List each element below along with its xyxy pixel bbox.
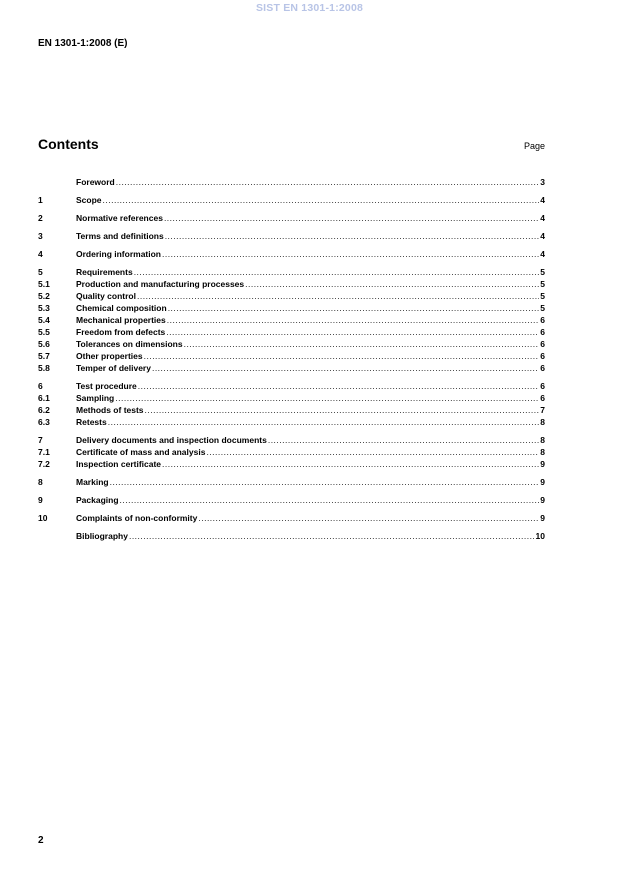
toc-entry-page: 4 xyxy=(540,249,545,259)
table-of-contents xyxy=(38,176,545,542)
toc-entry[interactable] xyxy=(38,434,545,446)
toc-entry[interactable] xyxy=(38,248,545,260)
toc-entry-title: Packaging xyxy=(76,495,119,505)
toc-entry-page: 4 xyxy=(540,195,545,205)
toc-leader-dots xyxy=(145,404,540,416)
toc-entry-page: 6 xyxy=(540,327,545,337)
toc-leader-dots xyxy=(129,530,535,542)
toc-entry-title: Test procedure xyxy=(76,381,137,391)
toc-entry-title: Production and manufacturing processes xyxy=(76,279,245,289)
toc-leader-dots xyxy=(162,248,539,260)
toc-entry-page: 3 xyxy=(540,177,545,187)
toc-entry-number: 5 xyxy=(38,267,43,277)
toc-entry-title: Temper of delivery xyxy=(76,363,151,373)
toc-entry-number: 4 xyxy=(38,249,43,259)
toc-entry[interactable] xyxy=(38,266,545,278)
toc-entry-page: 8 xyxy=(540,417,545,427)
toc-entry[interactable] xyxy=(38,458,545,470)
toc-entry-page: 7 xyxy=(540,405,545,415)
page-number: 2 xyxy=(38,835,44,846)
toc-entry-title: Quality control xyxy=(76,291,136,301)
toc-entry-page: 5 xyxy=(540,267,545,277)
toc-entry[interactable] xyxy=(38,338,545,350)
toc-leader-dots xyxy=(162,458,539,470)
toc-entry-number: 5.4 xyxy=(38,315,50,325)
toc-leader-dots xyxy=(115,392,539,404)
toc-entry[interactable] xyxy=(38,194,545,206)
toc-entry[interactable] xyxy=(38,302,545,314)
toc-entry-title: Mechanical properties xyxy=(76,315,166,325)
toc-leader-dots xyxy=(167,314,540,326)
toc-entry-page: 6 xyxy=(540,393,545,403)
toc-entry[interactable] xyxy=(38,446,545,458)
toc-entry-number: 8 xyxy=(38,477,43,487)
toc-entry-page: 6 xyxy=(540,381,545,391)
toc-entry[interactable] xyxy=(38,176,545,188)
toc-entry[interactable] xyxy=(38,290,545,302)
toc-entry-page: 8 xyxy=(540,447,545,457)
toc-entry-title: Ordering information xyxy=(76,249,161,259)
toc-leader-dots xyxy=(168,302,540,314)
document-id: EN 1301-1:2008 (E) xyxy=(38,38,128,49)
toc-entry-title: Delivery documents and inspection documents xyxy=(76,435,267,445)
toc-entry[interactable] xyxy=(38,326,545,338)
toc-entry-page: 6 xyxy=(540,339,545,349)
toc-leader-dots xyxy=(144,350,540,362)
toc-entry-title: Inspection certificate xyxy=(76,459,162,469)
toc-entry-page: 5 xyxy=(540,291,545,301)
toc-entry-title: Freedom from defects xyxy=(76,327,166,337)
toc-entry-number: 5.8 xyxy=(38,363,50,373)
toc-leader-dots xyxy=(137,290,539,302)
toc-entry-page: 4 xyxy=(540,213,545,223)
toc-entry-page: 6 xyxy=(540,363,545,373)
toc-leader-dots xyxy=(116,176,540,188)
toc-leader-dots xyxy=(164,212,539,224)
toc-entry[interactable] xyxy=(38,212,545,224)
toc-entry-title: Requirements xyxy=(76,267,133,277)
toc-entry-title: Retests xyxy=(76,417,107,427)
toc-entry-title: Methods of tests xyxy=(76,405,144,415)
toc-entry-number: 5.6 xyxy=(38,339,50,349)
toc-leader-dots xyxy=(134,266,540,278)
toc-entry-title: Terms and definitions xyxy=(76,231,164,241)
toc-leader-dots xyxy=(152,362,539,374)
toc-entry-number: 9 xyxy=(38,495,43,505)
toc-entry-title: Chemical composition xyxy=(76,303,167,313)
toc-entry-page: 10 xyxy=(535,531,545,541)
toc-leader-dots xyxy=(120,494,540,506)
toc-entry-page: 5 xyxy=(540,303,545,313)
toc-entry-title: Complaints of non-conformity xyxy=(76,513,198,523)
watermark: SIST EN 1301-1:2008 xyxy=(255,2,364,14)
toc-entry-number: 6.1 xyxy=(38,393,50,403)
toc-entry-title: Bibliography xyxy=(76,531,128,541)
toc-leader-dots xyxy=(110,476,540,488)
toc-entry-page: 9 xyxy=(540,513,545,523)
toc-entry[interactable] xyxy=(38,404,545,416)
toc-entry[interactable] xyxy=(38,416,545,428)
toc-entry-title: Certificate of mass and analysis xyxy=(76,447,206,457)
toc-entry-title: Foreword xyxy=(76,177,115,187)
toc-entry[interactable] xyxy=(38,278,545,290)
toc-entry-number: 5.1 xyxy=(38,279,50,289)
toc-entry-number: 2 xyxy=(38,213,43,223)
toc-entry-title: Sampling xyxy=(76,393,115,403)
toc-entry[interactable] xyxy=(38,230,545,242)
toc-entry[interactable] xyxy=(38,380,545,392)
toc-entry-number: 5.3 xyxy=(38,303,50,313)
toc-leader-dots xyxy=(184,338,540,350)
toc-entry-page: 8 xyxy=(540,435,545,445)
toc-leader-dots xyxy=(108,416,540,428)
toc-entry-title: Other properties xyxy=(76,351,143,361)
toc-entry-number: 6.3 xyxy=(38,417,50,427)
toc-entry-number: 7.1 xyxy=(38,447,50,457)
toc-entry-title: Scope xyxy=(76,195,102,205)
toc-leader-dots xyxy=(206,446,539,458)
toc-leader-dots xyxy=(165,230,540,242)
toc-leader-dots xyxy=(166,326,539,338)
toc-leader-dots xyxy=(268,434,539,446)
toc-leader-dots xyxy=(198,512,539,524)
toc-entry[interactable] xyxy=(38,392,545,404)
toc-entry[interactable] xyxy=(38,512,545,524)
toc-entry-page: 9 xyxy=(540,495,545,505)
toc-entry-number: 5.5 xyxy=(38,327,50,337)
toc-entry-number: 7 xyxy=(38,435,43,445)
toc-entry-number: 6.2 xyxy=(38,405,50,415)
toc-entry-page: 9 xyxy=(540,459,545,469)
toc-entry-page: 9 xyxy=(540,477,545,487)
toc-entry-title: Tolerances on dimensions xyxy=(76,339,183,349)
toc-leader-dots xyxy=(138,380,539,392)
toc-entry-number: 3 xyxy=(38,231,43,241)
toc-entry-number: 10 xyxy=(38,513,48,523)
toc-entry-number: 1 xyxy=(38,195,43,205)
toc-entry[interactable] xyxy=(38,476,545,488)
toc-entry-number: 7.2 xyxy=(38,459,50,469)
toc-entry-title: Normative references xyxy=(76,213,163,223)
toc-entry-page: 6 xyxy=(540,315,545,325)
toc-entry-page: 5 xyxy=(540,279,545,289)
toc-entry-number: 6 xyxy=(38,381,43,391)
toc-entry[interactable] xyxy=(38,314,545,326)
toc-leader-dots xyxy=(103,194,540,206)
contents-title: Contents xyxy=(38,136,99,152)
toc-entry-number: 5.2 xyxy=(38,291,50,301)
toc-entry-page: 4 xyxy=(540,231,545,241)
toc-entry-number: 5.7 xyxy=(38,351,50,361)
toc-entry[interactable] xyxy=(38,530,545,542)
page-column-label: Page xyxy=(523,141,545,151)
toc-entry-page: 6 xyxy=(540,351,545,361)
toc-entry-title: Marking xyxy=(76,477,109,487)
toc-entry[interactable] xyxy=(38,494,545,506)
toc-leader-dots xyxy=(245,278,539,290)
toc-entry[interactable] xyxy=(38,362,545,374)
toc-entry[interactable] xyxy=(38,350,545,362)
